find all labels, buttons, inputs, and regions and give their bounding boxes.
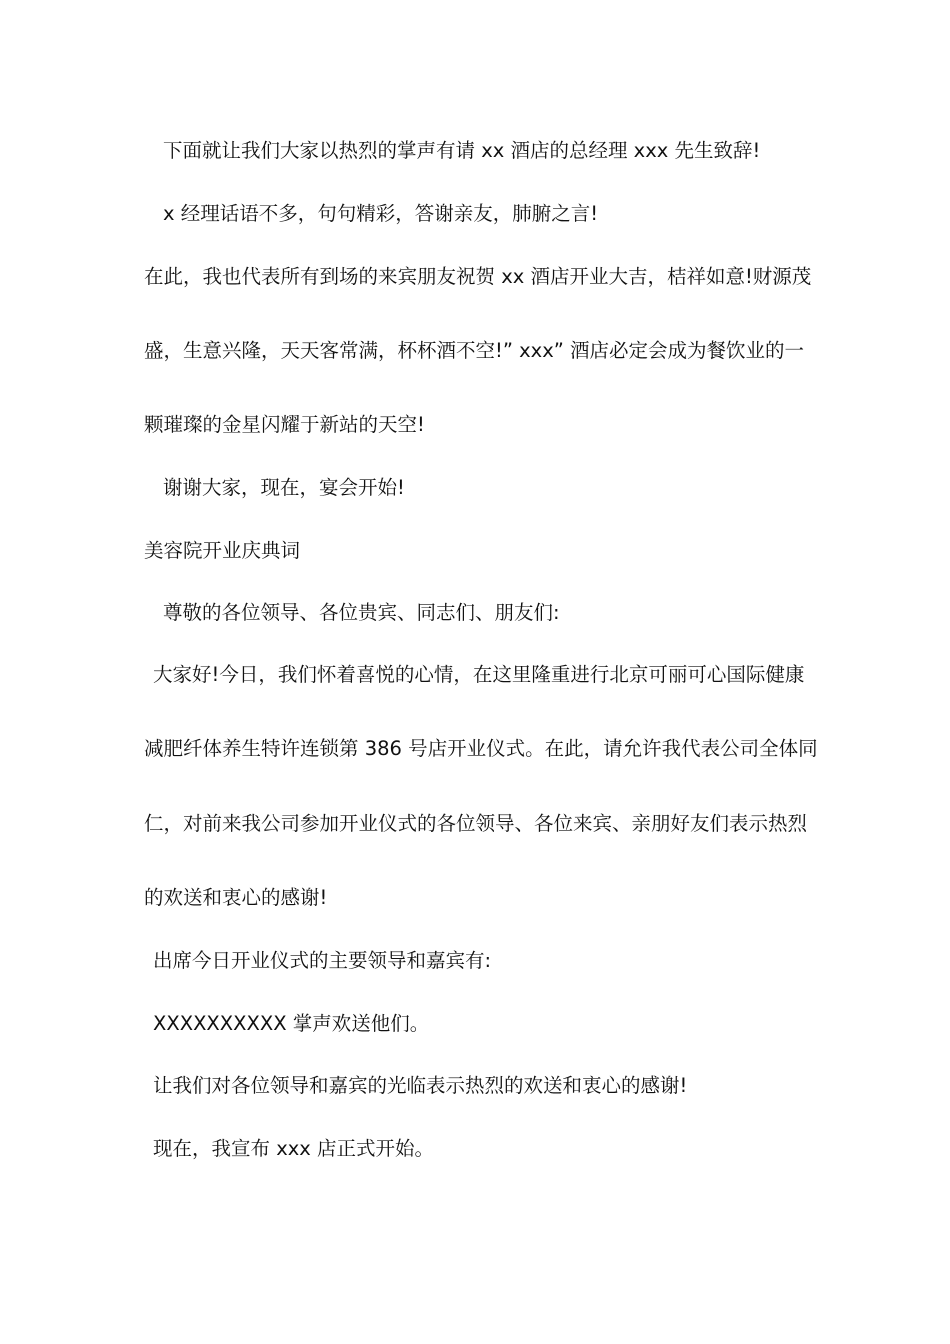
paragraph-line: 大家好!今日，我们怀着喜悦的心情，在这里隆重进行北京可丽可心国际健康 <box>153 663 805 686</box>
paragraph-line: 盛，生意兴隆，天天客常满，杯杯酒不空!” xxx” 酒店必定会成为餐饮业的一 <box>144 339 805 362</box>
paragraph-line: 出席今日开业仪式的主要领导和嘉宾有: <box>153 949 492 972</box>
paragraph-line: 颗璀璨的金星闪耀于新站的天空! <box>144 413 425 436</box>
paragraph-line: 减肥纤体养生特许连锁第 386 号店开业仪式。在此，请允许我代表公司全体同 <box>144 737 818 760</box>
paragraph-line: 尊敬的各位领导、各位贵宾、同志们、朋友们: <box>163 601 560 624</box>
paragraph-line: 谢谢大家，现在，宴会开始! <box>163 476 405 499</box>
paragraph-line: 让我们对各位领导和嘉宾的光临表示热烈的欢送和衷心的感谢! <box>153 1074 688 1097</box>
section-title: 美容院开业庆典词 <box>144 539 301 562</box>
paragraph-line: 在此，我也代表所有到场的来宾朋友祝贺 xx 酒店开业大吉，桔祥如意!财源茂 <box>144 265 812 288</box>
paragraph-line: XXXXXXXXXX 掌声欢送他们。 <box>153 1012 430 1035</box>
paragraph-line: 的欢送和衷心的感谢! <box>144 886 328 909</box>
paragraph-line: 仁，对前来我公司参加开业仪式的各位领导、各位来宾、亲朋好友们表示热烈 <box>144 812 808 835</box>
paragraph-line: 下面就让我们大家以热烈的掌声有请 xx 酒店的总经理 xxx 先生致辞! <box>163 139 761 162</box>
paragraph-line: x 经理话语不多，句句精彩，答谢亲友，肺腑之言! <box>163 202 599 225</box>
paragraph-line: 现在，我宣布 xxx 店正式开始。 <box>153 1137 435 1160</box>
